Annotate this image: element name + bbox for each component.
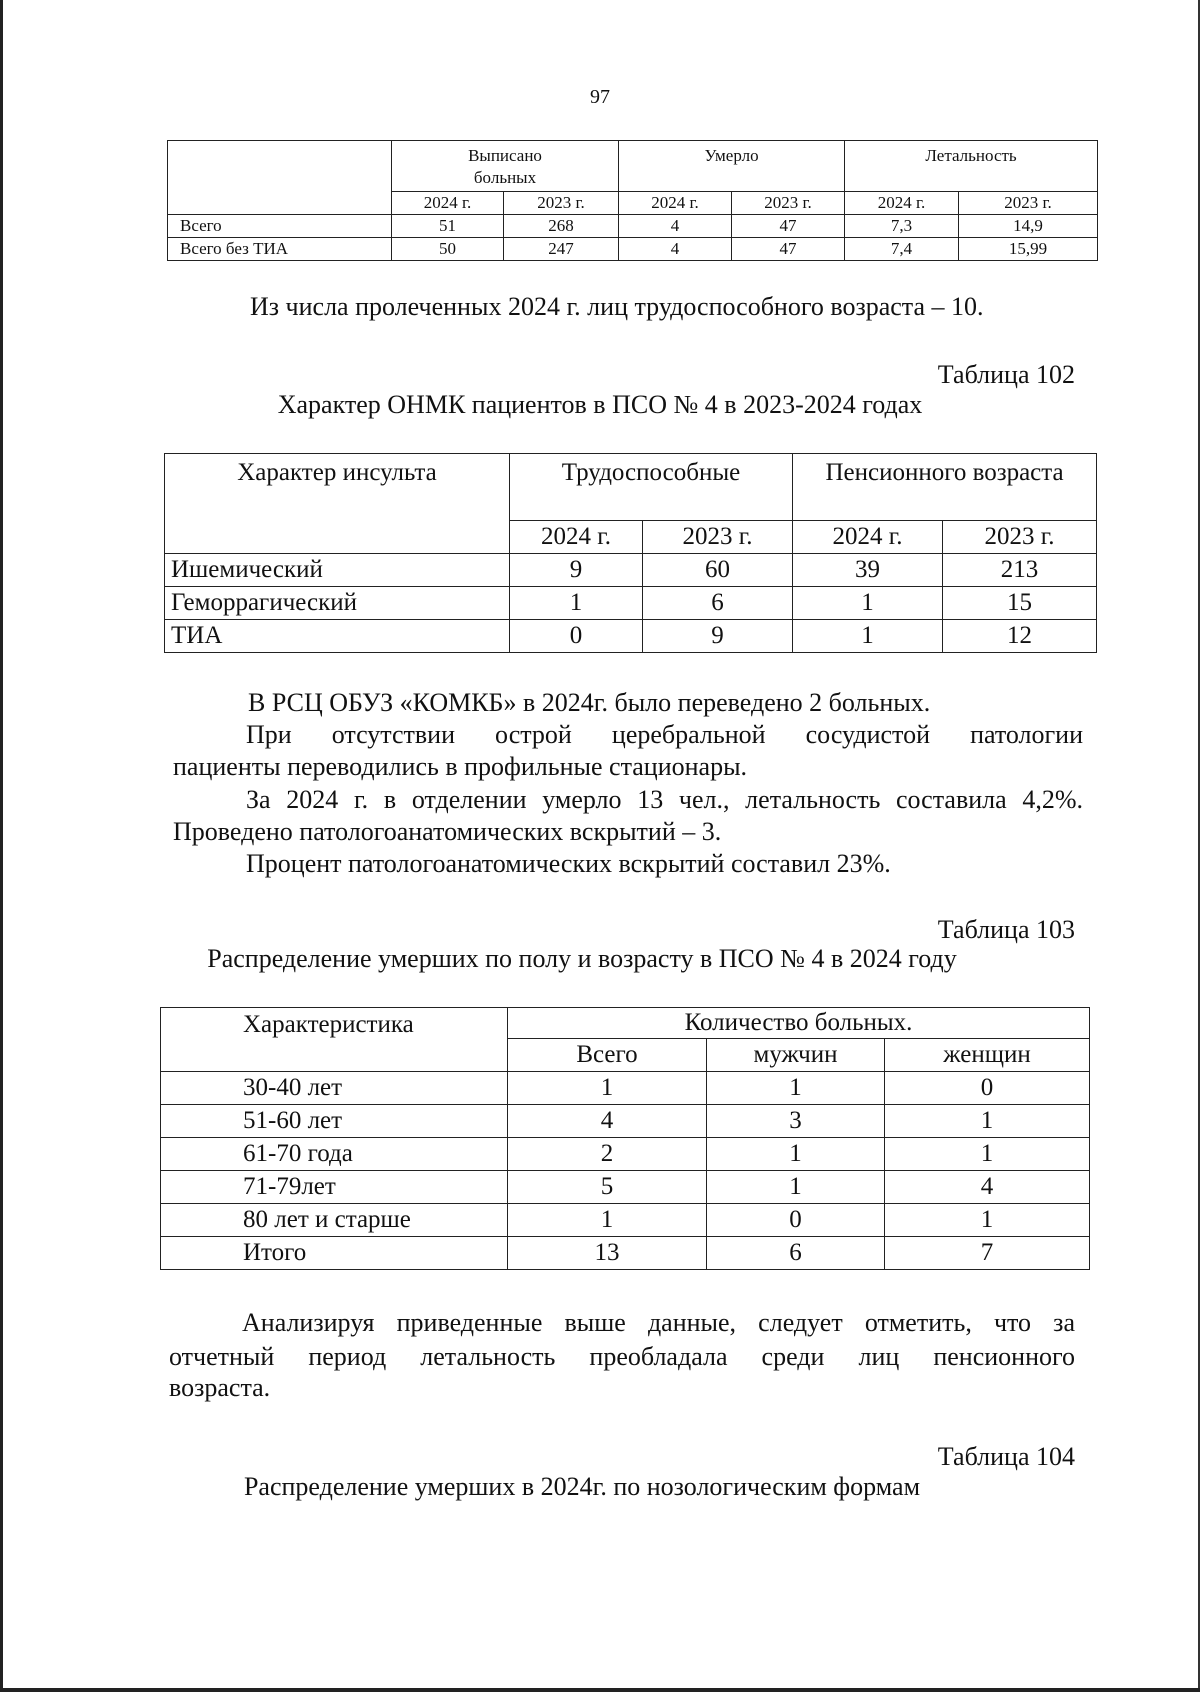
- conclusion-line2: отчетный период летальность преобладала среди лиц пенсионного: [169, 1342, 1075, 1371]
- table-cell: 3: [707, 1105, 885, 1138]
- table-cell: 4: [508, 1105, 707, 1138]
- table-cell: 51: [392, 215, 504, 238]
- table-row: [165, 554, 1097, 587]
- row-label: 30-40 лет: [161, 1072, 508, 1105]
- table103-number: Таблица 103: [937, 915, 1075, 944]
- row-label: 61-70 года: [161, 1138, 508, 1171]
- table-cell: 60: [643, 554, 793, 587]
- discharge-mortality-table: [167, 140, 1098, 261]
- mortality-paragraph-line1: За 2024 г. в отделении умерло 13 чел., летальность составила 4,2%.: [246, 785, 1083, 814]
- table-row: [161, 1204, 1090, 1237]
- table-row: [161, 1105, 1090, 1138]
- table-cell: 15,99: [959, 238, 1098, 261]
- table-cell: 1: [885, 1138, 1090, 1171]
- table-cell: 0: [510, 620, 643, 653]
- table-cell: 13: [508, 1237, 707, 1270]
- year-header: 2023 г.: [943, 521, 1097, 554]
- empty-header-cell: [168, 141, 392, 215]
- table-row: [161, 1237, 1090, 1270]
- row-label: ТИА: [165, 620, 510, 653]
- table-cell: 268: [504, 215, 619, 238]
- table-row: [161, 1171, 1090, 1204]
- row-label: Ишемический: [165, 554, 510, 587]
- scan-edge-bottom: [0, 1688, 1200, 1692]
- table-cell: 47: [732, 215, 845, 238]
- no-pathology-paragraph-line1: При отсутствии острой церебральной сосудистой патологии: [246, 720, 1083, 749]
- table-cell: 1: [707, 1171, 885, 1204]
- table-row: [165, 620, 1097, 653]
- table104-title: Распределение умерших в 2024г. по нозологическим формам: [243, 1472, 921, 1501]
- year-header: 2024 г.: [619, 192, 732, 215]
- table-cell: 1: [885, 1105, 1090, 1138]
- table102-title: Характер ОНМК пациентов в ПСО № 4 в 2023-2024 годах: [277, 390, 923, 419]
- working-age-paragraph: Из числа пролеченных 2024 г. лиц трудоспособного возраста – 10.: [250, 292, 984, 321]
- year-header: 2023 г.: [732, 192, 845, 215]
- row-label: 51-60 лет: [161, 1105, 508, 1138]
- table-cell: 12: [943, 620, 1097, 653]
- table-row: [168, 215, 1098, 238]
- table-cell: 1: [510, 587, 643, 620]
- mortality-paragraph-line2: Проведено патологоанатомических вскрытий – 3.: [173, 817, 722, 846]
- table-cell: 14,9: [959, 215, 1098, 238]
- table-cell: 6: [643, 587, 793, 620]
- no-pathology-paragraph-line2: пациенты переводились в профильные стационары.: [173, 752, 748, 781]
- conclusion-line1: Анализируя приведенные выше данные, следует отметить, что за: [242, 1308, 1075, 1337]
- table-cell: 1: [885, 1204, 1090, 1237]
- transfer-paragraph: В РСЦ ОБУЗ «КОМКБ» в 2024г. было переведено 2 больных.: [248, 688, 931, 717]
- table-cell: 1: [508, 1072, 707, 1105]
- table-cell: 47: [732, 238, 845, 261]
- table-cell: 0: [885, 1072, 1090, 1105]
- table103-title: Распределение умерших по полу и возрасту в ПСО № 4 в 2024 году: [207, 944, 957, 973]
- table-cell: 50: [392, 238, 504, 261]
- table-cell: 4: [885, 1171, 1090, 1204]
- table102-number: Таблица 102: [937, 360, 1075, 389]
- died-header: Умерло: [619, 141, 845, 192]
- row-label: 71-79лет: [161, 1171, 508, 1204]
- table-row: [165, 587, 1097, 620]
- year-header: 2023 г.: [504, 192, 619, 215]
- patient-count-header: Количество больных.: [508, 1008, 1090, 1039]
- column-header: женщин: [885, 1039, 1090, 1072]
- table-cell: 2: [508, 1138, 707, 1171]
- table-cell: 1: [707, 1072, 885, 1105]
- page-number: 97: [590, 86, 610, 108]
- discharged-header: Выписано больных: [392, 141, 619, 192]
- table-cell: 1: [793, 587, 943, 620]
- row-label: Всего: [168, 215, 392, 238]
- table-cell: 15: [943, 587, 1097, 620]
- table-cell: 1: [793, 620, 943, 653]
- table-cell: 1: [707, 1138, 885, 1171]
- year-header: 2024 г.: [510, 521, 643, 554]
- working-age-header: Трудоспособные: [510, 454, 793, 521]
- row-label: Итого: [161, 1237, 508, 1270]
- table-cell: 1: [508, 1204, 707, 1237]
- deaths-by-age-sex-table: [160, 1007, 1090, 1270]
- autopsy-paragraph: Процент патологоанатомических вскрытий составил 23%.: [246, 849, 891, 878]
- table-cell: 7,4: [845, 238, 959, 261]
- conclusion-line3: возраста.: [169, 1373, 271, 1402]
- scan-edge-left: [0, 0, 3, 1692]
- table-row: [168, 238, 1098, 261]
- pension-age-header: Пенсионного возраста: [793, 454, 1097, 521]
- table104-number: Таблица 104: [937, 1442, 1075, 1471]
- row-label: Всего без ТИА: [168, 238, 392, 261]
- table-cell: 4: [619, 238, 732, 261]
- stroke-type-table: [164, 453, 1097, 653]
- table-cell: 5: [508, 1171, 707, 1204]
- column-header: Всего: [508, 1039, 707, 1072]
- row-label: 80 лет и старше: [161, 1204, 508, 1237]
- table-cell: 9: [510, 554, 643, 587]
- stroke-type-header: Характер инсульта: [165, 454, 510, 554]
- table-cell: 7: [885, 1237, 1090, 1270]
- table-cell: 7,3: [845, 215, 959, 238]
- characteristic-header: Характеристика: [161, 1008, 508, 1072]
- lethality-header: Летальность: [845, 141, 1098, 192]
- row-label: Геморрагический: [165, 587, 510, 620]
- table-cell: 0: [707, 1204, 885, 1237]
- table-row: [161, 1138, 1090, 1171]
- table-cell: 213: [943, 554, 1097, 587]
- table-cell: 6: [707, 1237, 885, 1270]
- column-header: мужчин: [707, 1039, 885, 1072]
- table-row: [161, 1072, 1090, 1105]
- year-header: 2023 г.: [643, 521, 793, 554]
- year-header: 2023 г.: [959, 192, 1098, 215]
- table-cell: 39: [793, 554, 943, 587]
- table-cell: 9: [643, 620, 793, 653]
- table-cell: 4: [619, 215, 732, 238]
- year-header: 2024 г.: [793, 521, 943, 554]
- year-header: 2024 г.: [845, 192, 959, 215]
- table-cell: 247: [504, 238, 619, 261]
- year-header: 2024 г.: [392, 192, 504, 215]
